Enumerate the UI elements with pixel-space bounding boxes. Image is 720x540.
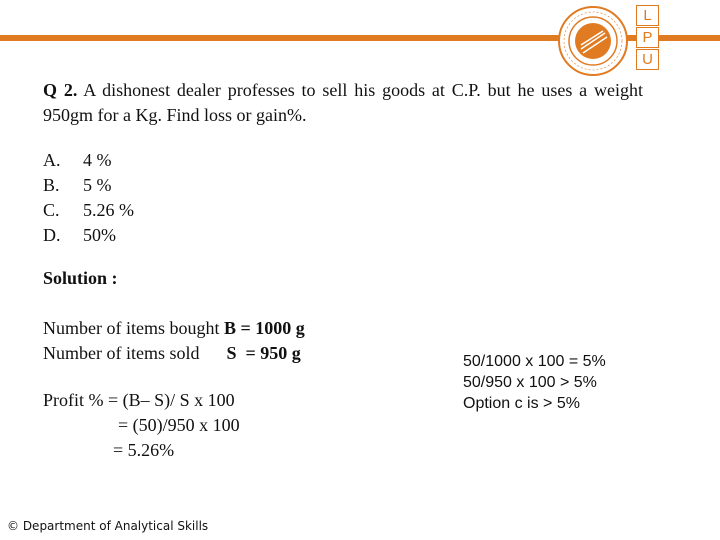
logo-letter-l: L — [636, 5, 659, 26]
footer-text: © Department of Analytical Skills — [7, 519, 209, 533]
solution-heading: Solution : — [43, 268, 118, 288]
items-sold-value: S = 950 g — [226, 343, 301, 363]
option-letter: B. — [43, 175, 60, 195]
profit-result: = 5.26% — [113, 440, 175, 460]
option-value: 4 % — [83, 150, 112, 170]
question-text — [43, 78, 643, 128]
items-bought-label: Number of items bought — [43, 318, 224, 338]
profit-calculation — [43, 388, 240, 463]
side-note — [463, 351, 606, 414]
items-sold-label: Number of items sold — [43, 343, 227, 363]
option-letter: A. — [43, 150, 61, 170]
option-value: 5 % — [83, 175, 112, 195]
option-b — [43, 173, 134, 198]
option-value: 50% — [83, 225, 116, 245]
option-a — [43, 148, 134, 173]
side-note-line: 50/1000 x 100 = 5% — [463, 353, 606, 370]
items-bought-value: B = 1000 g — [223, 318, 305, 338]
option-c — [43, 198, 134, 223]
profit-formula: Profit % = (B– S)/ S x 100 — [43, 390, 235, 410]
question-body: A dishonest dealer professes to sell his goods at C.P. but he uses a weight 950gm for a Kg. Find loss or gain%. — [43, 80, 643, 125]
logo-letter-u: U — [636, 49, 659, 70]
answer-options — [43, 148, 134, 248]
profit-substitution: = (50)/950 x 100 — [118, 415, 240, 435]
option-value: 5.26 % — [83, 200, 134, 220]
university-seal-logo — [557, 5, 629, 77]
side-note-line: Option c is > 5% — [463, 395, 580, 412]
side-note-line: 50/950 x 100 > 5% — [463, 374, 597, 391]
items-block — [43, 316, 305, 366]
option-letter: C. — [43, 200, 60, 220]
items-sold-row — [43, 341, 305, 366]
items-bought-row — [43, 316, 305, 341]
logo-letter-p: P — [636, 27, 659, 48]
question-number: Q 2. — [43, 80, 78, 100]
option-letter: D. — [43, 225, 61, 245]
option-d — [43, 223, 134, 248]
